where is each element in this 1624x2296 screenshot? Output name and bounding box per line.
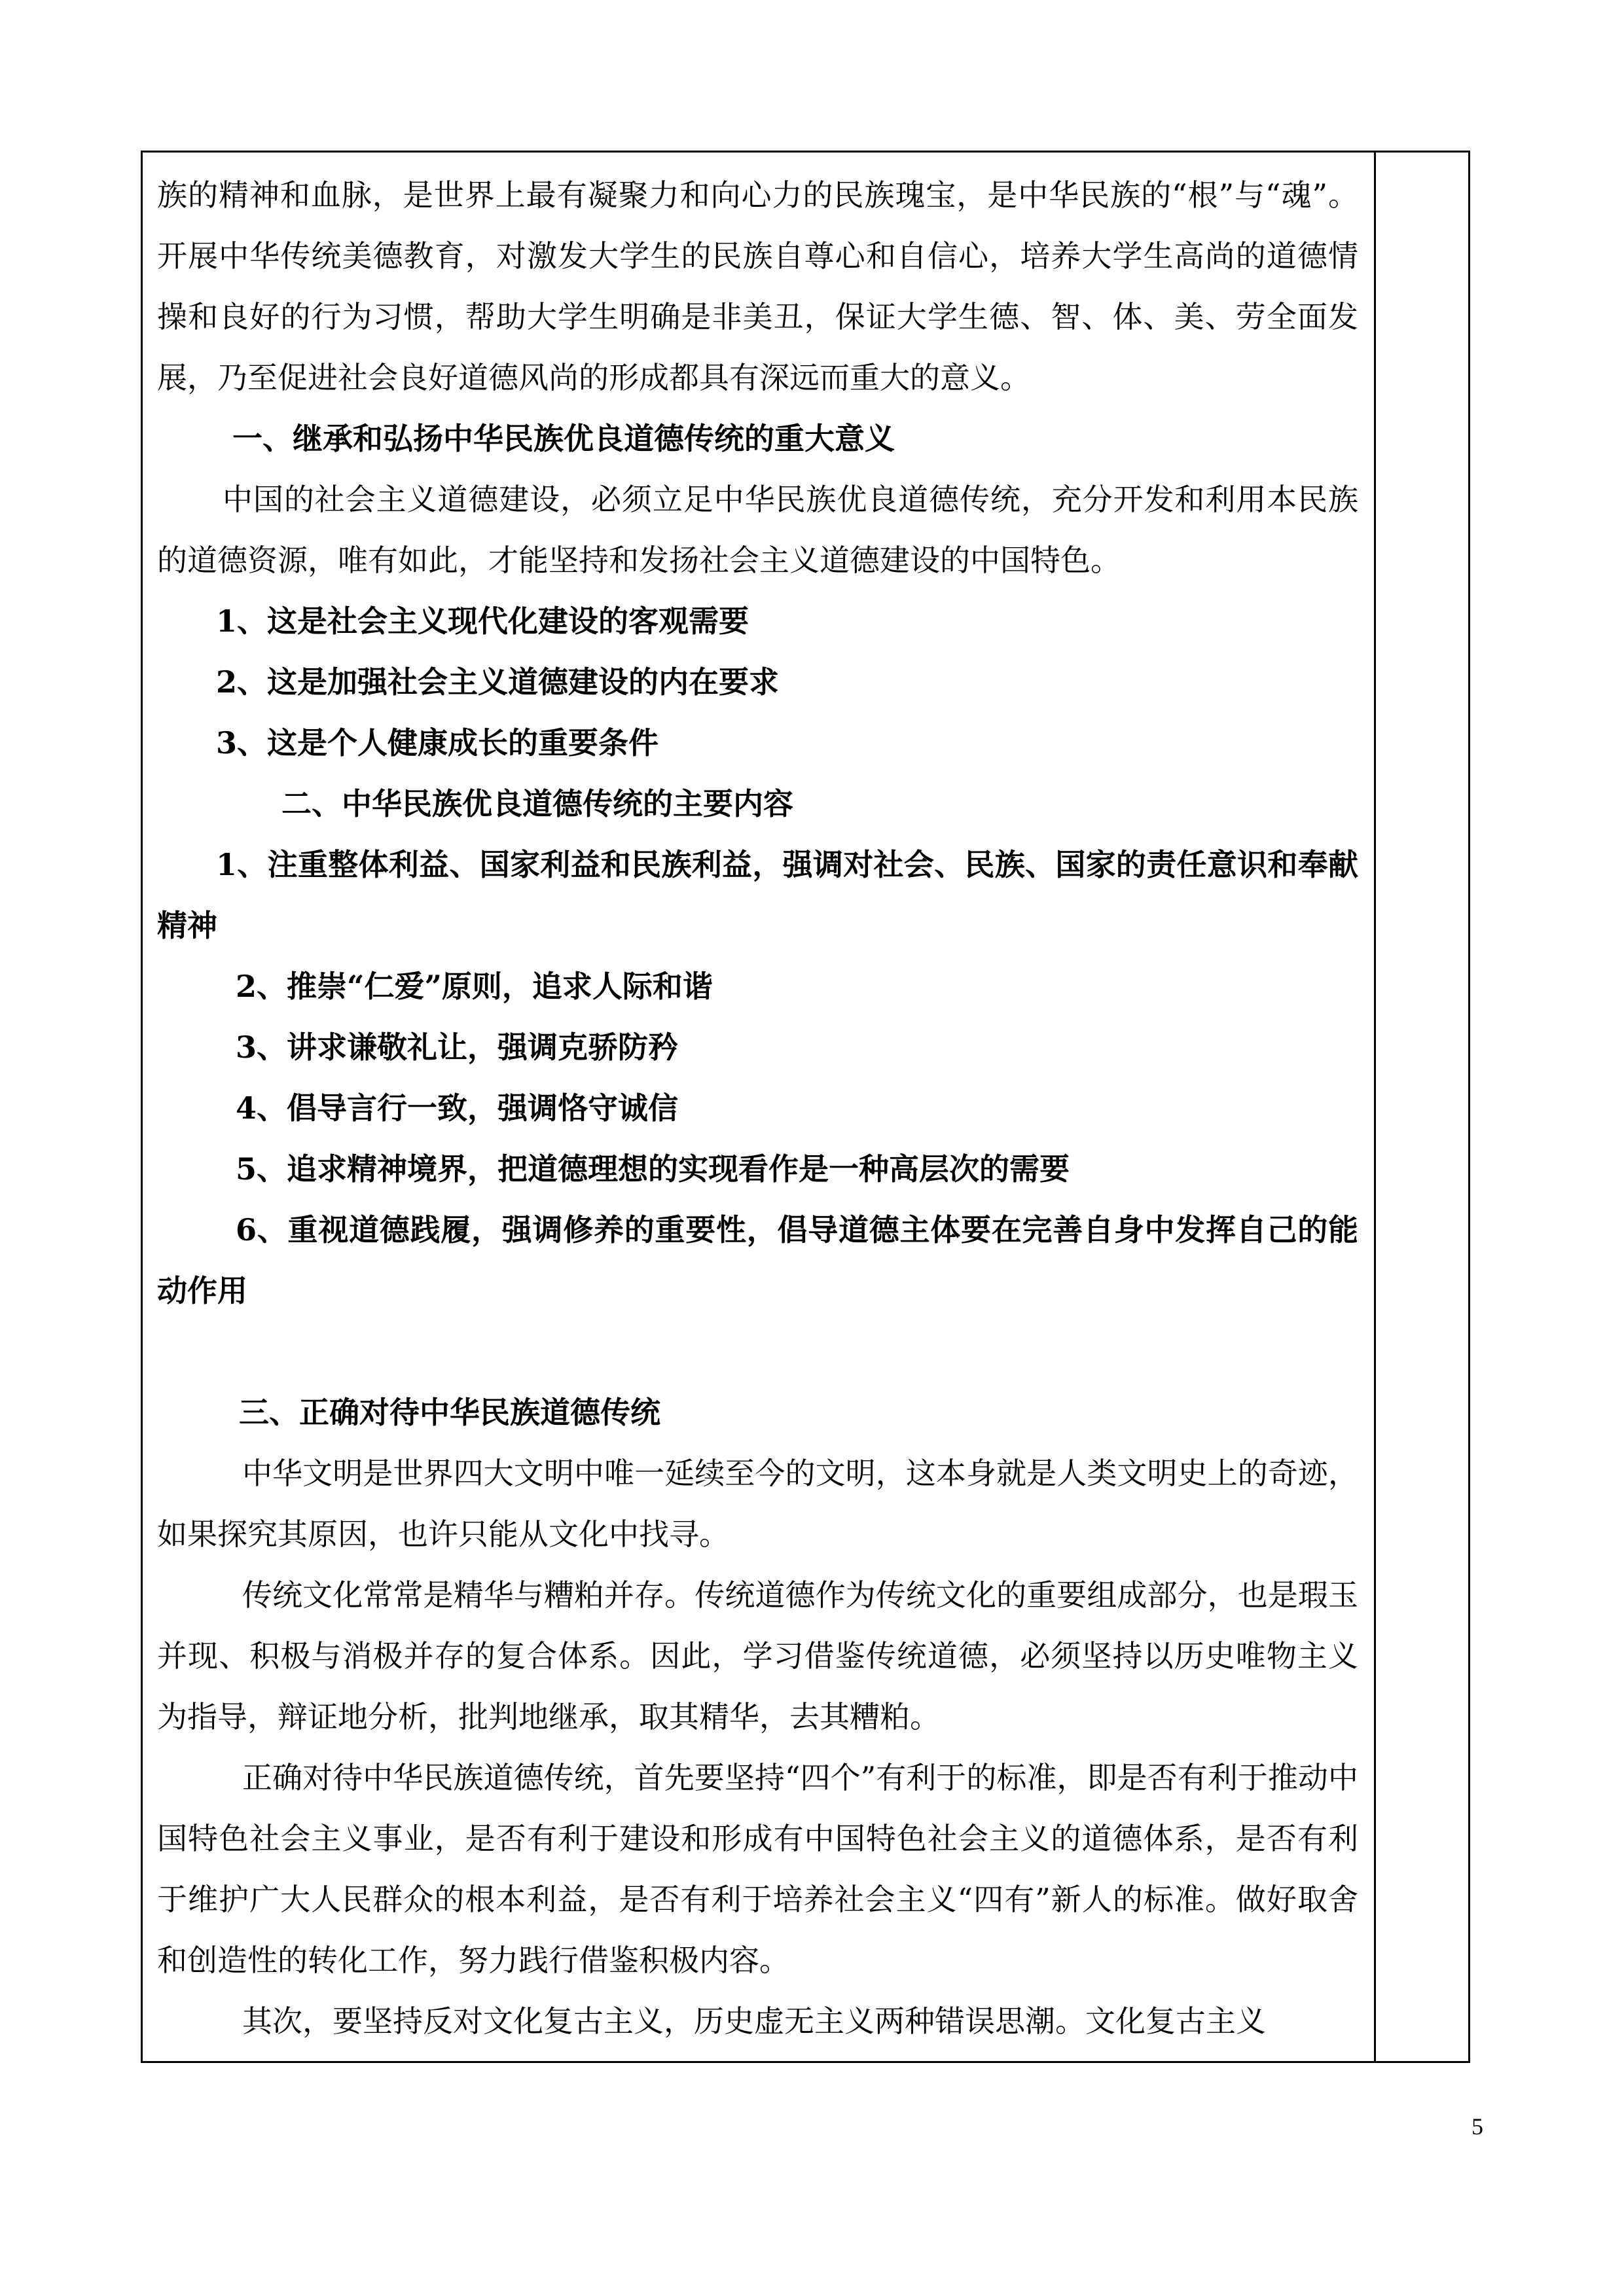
document-body — [157, 165, 1358, 2052]
section-heading-3: 三、正确对待中华民族道德传统 — [239, 1395, 660, 1430]
paragraph: 正确对待中华民族道德传统，首先要坚持“四个”有利于的标准，即是否有利于推动中国特色社会主义事业，是否有利于建设和形成有中国特色社会主义的道德体系，是否有利于维护广大人民群众的根本利益，是否有利于培养社会主义“四有”新人的标准。做好取舍和创造性的转化工作，努力践行借鉴积极内容。 — [157, 1760, 1358, 1978]
list-item: 2、推崇“仁爱”原则，追求人际和谐 — [236, 969, 713, 1004]
paragraph: 其次，要坚持反对文化复古主义，历史虚无主义两种错误思潮。文化复古主义 — [242, 2003, 1266, 2039]
list-item: 1、这是社会主义现代化建设的客观需要 — [216, 603, 749, 639]
paragraph: 中华文明是世界四大文明中唯一延续至今的文明，这本身就是人类文明史上的奇迹，如果探究其原因，也许只能从文化中找寻。 — [157, 1456, 1358, 1552]
list-item: 1、注重整体利益、国家利益和民族利益，强调对社会、民族、国家的责任意识和奉献精神 — [157, 847, 1358, 943]
section-heading-1: 一、继承和弘扬中华民族优良道德传统的重大意义 — [232, 421, 895, 456]
paragraph-intro: 族的精神和血脉，是世界上最有凝聚力和向心力的民族瑰宝，是中华民族的“根”与“魂”。开展中华传统美德教育，对激发大学生的民族自尊心和自信心，培养大学生高尚的道德情操和良好的行为习惯，帮助大学生明确是非美丑，保证大学生德、智、体、美、劳全面发展，乃至促进社会良好道德风尚的形成都具有深远而重大的意义。 — [157, 177, 1358, 395]
paragraph: 传统文化常常是精华与糟粕并存。传统道德作为传统文化的重要组成部分，也是瑕玉并现、积极与消极并存的复合体系。因此，学习借鉴传统道德，必须坚持以历史唯物主义为指导，辩证地分析，批判地继承，取其精华，去其糟粕。 — [157, 1577, 1358, 1734]
list-item: 3、讲求谦敬礼让，强调克骄防矜 — [236, 1030, 679, 1065]
paragraph: 中国的社会主义道德建设，必须立足中华民族优良道德传统，充分开发和利用本民族的道德资源，唯有如此，才能坚持和发扬社会主义道德建设的中国特色。 — [157, 482, 1358, 578]
list-item: 5、追求精神境界，把道德理想的实现看作是一种高层次的需要 — [236, 1151, 1070, 1187]
page-number: 5 — [1471, 2113, 1483, 2140]
blank-line — [157, 1321, 1358, 1382]
section-heading-2: 二、中华民族优良道德传统的主要内容 — [281, 786, 793, 821]
list-item: 6、重视道德践履，强调修养的重要性，倡导道德主体要在完善自身中发挥自己的能动作用 — [157, 1212, 1358, 1308]
table-column-divider — [1374, 151, 1376, 2063]
list-item: 4、倡导言行一致，强调恪守诚信 — [236, 1090, 679, 1126]
list-item: 2、这是加强社会主义道德建设的内在要求 — [216, 664, 780, 700]
list-item: 3、这是个人健康成长的重要条件 — [216, 725, 659, 761]
